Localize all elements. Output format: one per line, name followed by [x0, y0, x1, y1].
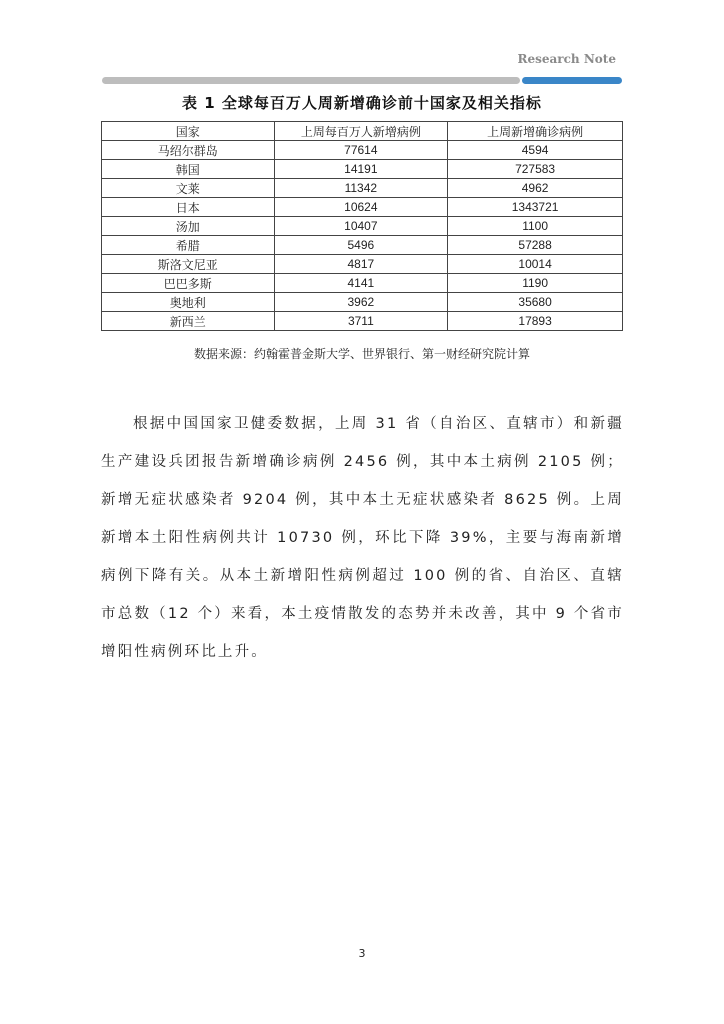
- cell-new-cases: 1190: [448, 274, 623, 293]
- header-rule-gray: [102, 77, 520, 84]
- cell-new-cases: 1100: [448, 217, 623, 236]
- header-rule-blue: [522, 77, 622, 84]
- cell-per-million: 14191: [274, 160, 448, 179]
- table-row: [102, 198, 623, 217]
- cell-per-million: 3711: [274, 312, 448, 331]
- cell-new-cases: 727583: [448, 160, 623, 179]
- cell-per-million: 11342: [274, 179, 448, 198]
- cell-new-cases: 57288: [448, 236, 623, 255]
- cell-new-cases: 4594: [448, 141, 623, 160]
- table-row: [102, 179, 623, 198]
- column-header-country: 国家: [102, 122, 275, 141]
- cell-per-million: 77614: [274, 141, 448, 160]
- table-row: [102, 236, 623, 255]
- table-row: [102, 141, 623, 160]
- table-row: [102, 274, 623, 293]
- header-label: Research Note: [517, 52, 616, 66]
- table-row: [102, 217, 623, 236]
- cell-country: 日本: [102, 198, 275, 217]
- cell-per-million: 4817: [274, 255, 448, 274]
- cell-country: 希腊: [102, 236, 275, 255]
- table-row: [102, 293, 623, 312]
- cell-per-million: 5496: [274, 236, 448, 255]
- body-paragraph: 根据中国国家卫健委数据，上周 31 省（自治区、直辖市）和新疆生产建设兵团报告新增确诊病例 2456 例，其中本土病例 2105 例；新增无症状感染者 9204 例，其中本土无症状感染者 8625 例。上周新增本土阳性病例共计 10730 例，环比下降 39%，主要与海南新增病例下降有关。从本土新增阳性病例超过 100 例的省、自治区、直辖市总数（12 个）来看，本土疫情散发的态势并未改善，其中 9 个省市增阳性病例环比上升。: [101, 416, 624, 660]
- cell-new-cases: 17893: [448, 312, 623, 331]
- table-row: [102, 160, 623, 179]
- cell-country: 新西兰: [102, 312, 275, 331]
- cell-country: 斯洛文尼亚: [102, 255, 275, 274]
- cell-country: 韩国: [102, 160, 275, 179]
- table-header-row: [102, 122, 623, 141]
- cell-country: 马绍尔群岛: [102, 141, 275, 160]
- cell-per-million: 4141: [274, 274, 448, 293]
- page-number: 3: [358, 947, 366, 960]
- cell-country: 文莱: [102, 179, 275, 198]
- table-source: 数据来源：约翰霍普金斯大学、世界银行、第一财经研究院计算: [193, 347, 530, 361]
- table-row: [102, 312, 623, 331]
- column-header-per-million: 上周每百万人新增病例: [274, 122, 448, 141]
- cell-country: 巴巴多斯: [102, 274, 275, 293]
- cell-per-million: 3962: [274, 293, 448, 312]
- cell-country: 汤加: [102, 217, 275, 236]
- cell-new-cases: 1343721: [448, 198, 623, 217]
- cell-new-cases: 35680: [448, 293, 623, 312]
- cell-per-million: 10624: [274, 198, 448, 217]
- cell-new-cases: 10014: [448, 255, 623, 274]
- cell-country: 奥地利: [102, 293, 275, 312]
- table-title: 表 1 全球每百万人周新增确诊前十国家及相关指标: [182, 94, 542, 112]
- table-body: [102, 141, 623, 331]
- table-row: [102, 255, 623, 274]
- cases-table: [101, 121, 623, 331]
- cell-per-million: 10407: [274, 217, 448, 236]
- cell-new-cases: 4962: [448, 179, 623, 198]
- column-header-new-cases: 上周新增确诊病例: [448, 122, 623, 141]
